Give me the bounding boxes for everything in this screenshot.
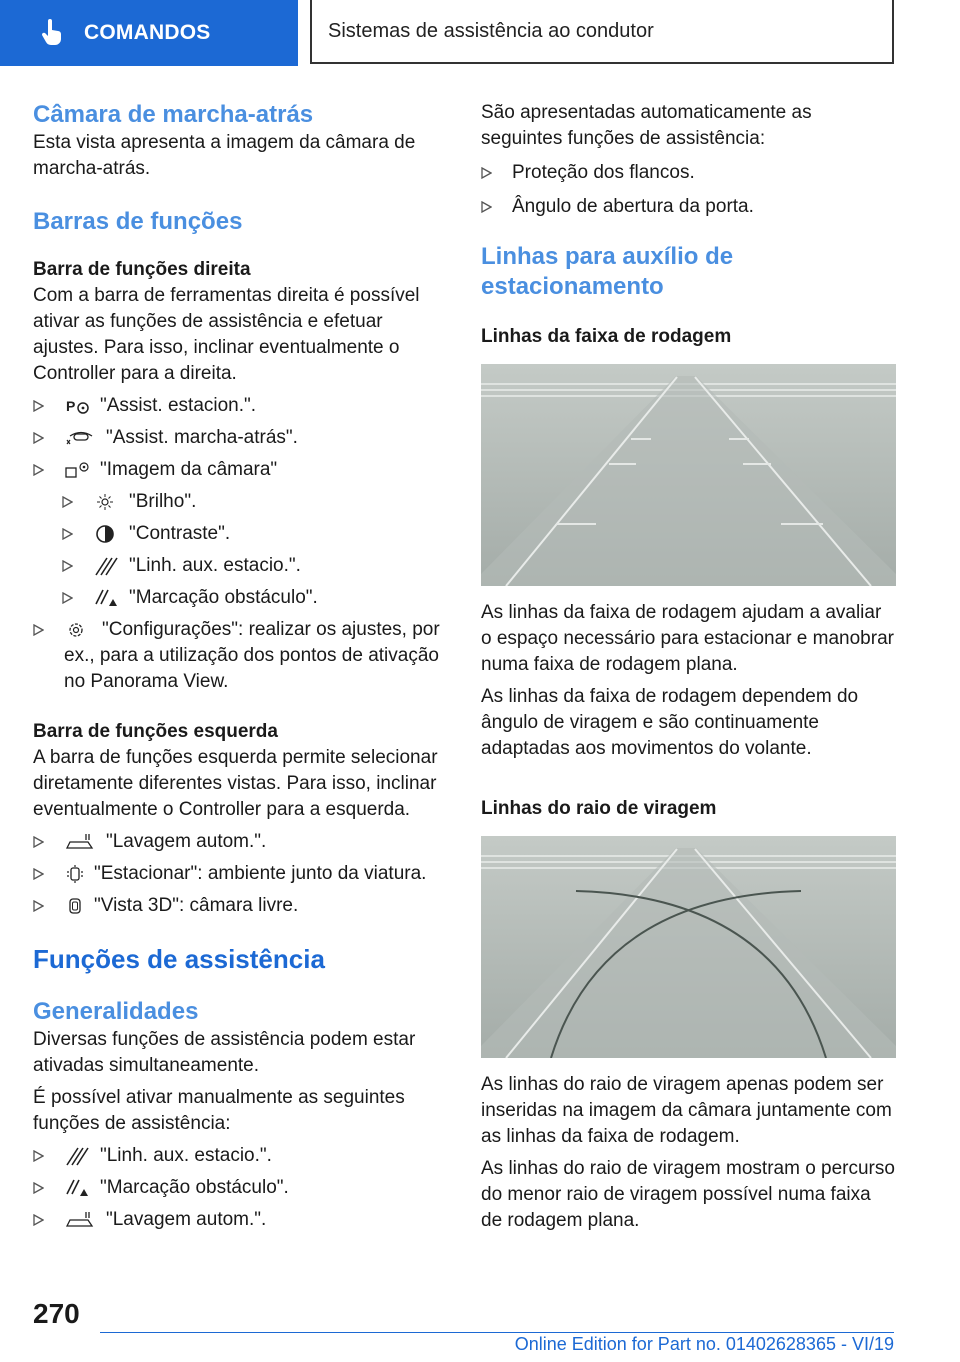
list-item [481, 160, 896, 186]
chapter-title: Sistemas de assistência ao condutor [328, 19, 654, 42]
bullet-triangle-icon [62, 560, 73, 572]
item-linh-aux: "Linh. aux. estacio.". [129, 555, 301, 576]
item-contraste: "Contraste". [129, 523, 231, 544]
bullet-triangle-icon [481, 167, 492, 179]
list-item [481, 194, 896, 220]
bullet-triangle-icon [33, 1150, 44, 1162]
bullet-triangle-icon [62, 592, 73, 604]
list-item [33, 617, 448, 695]
left-column [33, 100, 448, 1233]
section-tab [0, 0, 298, 66]
parking-lines-icon [64, 1146, 92, 1166]
list-item [62, 585, 448, 611]
contrast-icon [93, 524, 121, 544]
list-item [33, 829, 448, 855]
svg-text:P: P [66, 398, 76, 414]
parking-lines-icon [93, 556, 121, 576]
list-item [33, 393, 448, 419]
bullet-triangle-icon [33, 464, 44, 476]
obstacle-marking-icon [64, 1178, 92, 1198]
paragraph-intro: São apresentadas automaticamente as seguintes funções de assistência: [481, 102, 812, 149]
turning-radius-image [481, 836, 896, 1058]
item-vista-3d: "Vista 3D": câmara livre. [94, 895, 299, 916]
list-item [33, 893, 448, 919]
list-item [33, 425, 448, 451]
lane-lines-image [481, 364, 896, 586]
chapter-header [310, 0, 894, 64]
bullet-triangle-icon [33, 868, 44, 880]
paragraph-generalidades-2: É possível ativar manualmente as seguintes funções de assistência: [33, 1087, 405, 1134]
brightness-icon [93, 492, 121, 512]
item-angulo: Ângulo de abertura da porta. [512, 196, 754, 217]
list-item [33, 457, 448, 483]
item-imagem-camara: "Imagem da câmara" [100, 459, 278, 480]
item-protecao: Proteção dos flancos. [512, 162, 695, 183]
bullet-triangle-icon [62, 528, 73, 540]
bullet-triangle-icon [62, 496, 73, 508]
car-wash-icon [64, 1210, 98, 1230]
heading-barras: Barras de funções [33, 208, 243, 235]
bullet-triangle-icon [33, 432, 44, 444]
heading-barra-esquerda: Barra de funções esquerda [33, 721, 278, 742]
item-brilho: "Brilho". [129, 491, 197, 512]
bullet-triangle-icon [33, 1182, 44, 1194]
hand-pointer-icon [40, 19, 64, 47]
list-item [62, 489, 448, 515]
paragraph-raio-1: As linhas do raio de viragem apenas podem ser inseridas na imagem da câmara juntamente com as linhas da faixa de rodagem. [481, 1074, 892, 1147]
list-item [62, 521, 448, 547]
item-general-marcacao: "Marcação obstáculo". [100, 1177, 289, 1198]
paragraph-faixa-2: As linhas da faixa de rodagem dependem do ângulo de viragem e são continuamente adaptadas aos movimentos do volante. [481, 686, 859, 759]
car-wash-icon [64, 832, 98, 852]
section-label: COMANDOS [84, 21, 211, 44]
item-lavagem: "Lavagem autom.". [106, 831, 267, 852]
paragraph-raio-2: As linhas do raio de viragem mostram o percurso do menor raio de viragem possível numa faixa de rodagem plana. [481, 1158, 895, 1231]
item-assist-estacion: "Assist. estacion.". [100, 395, 257, 416]
list-item [62, 553, 448, 579]
paragraph-generalidades-1: Diversas funções de assistência podem estar ativadas simultaneamente. [33, 1029, 416, 1076]
item-general-lavagem: "Lavagem autom.". [106, 1209, 267, 1230]
right-column [481, 100, 896, 1234]
heading-linhas-faixa: Linhas da faixa de rodagem [481, 326, 732, 347]
page-number: 270 [33, 1298, 80, 1329]
paragraph-barra-esquerda: A barra de funções esquerda permite selecionar diretamente diferentes vistas. Para isso, inclinar eventualmente o Controller para a esquerda. [33, 747, 438, 820]
paragraph-camera: Esta vista apresenta a imagem da câmara de marcha-atrás. [33, 132, 416, 179]
footer-divider [100, 1332, 894, 1333]
park-view-icon [64, 864, 86, 884]
paragraph-faixa-1: As linhas da faixa de rodagem ajudam a avaliar o espaço necessário para estacionar e manobrar numa faixa de rodagem plana. [481, 602, 894, 675]
item-marcacao: "Marcação obstáculo". [129, 587, 318, 608]
heading-camera: Câmara de marcha-atrás [33, 101, 314, 128]
heading-raio-viragem: Linhas do raio de viragem [481, 798, 717, 819]
camera-image-icon [64, 460, 92, 480]
bullet-triangle-icon [33, 836, 44, 848]
footer-edition: Online Edition for Part no. 01402628365 - VI/19 [514, 1334, 894, 1354]
item-estacionar: "Estacionar": ambiente junto da viatura. [94, 863, 427, 884]
list-item [33, 1207, 448, 1233]
list-item [33, 1175, 448, 1201]
bullet-triangle-icon [33, 400, 44, 412]
bullet-triangle-icon [481, 201, 492, 213]
heading-generalidades: Generalidades [33, 998, 199, 1025]
list-item [33, 861, 448, 887]
park-assist-icon [64, 396, 92, 416]
bullet-triangle-icon [33, 1214, 44, 1226]
heading-linhas-auxilio: Linhas para auxílio de estacionamento [481, 243, 734, 300]
obstacle-marking-icon [93, 588, 121, 608]
item-assist-marcha-atras: "Assist. marcha-atrás". [106, 427, 298, 448]
item-general-linh: "Linh. aux. estacio.". [100, 1145, 272, 1166]
item-configuracoes: "Configurações": realizar os ajustes, por ex., para a utilização dos pontos de ativação no Panorama View. [64, 619, 440, 692]
heading-funcoes: Funções de assistência [33, 944, 325, 974]
view-3d-icon [64, 896, 86, 916]
list-item [33, 1143, 448, 1169]
reverse-assist-icon [64, 428, 98, 448]
bullet-triangle-icon [33, 624, 44, 636]
paragraph-barra-direita: Com a barra de ferramentas direita é possível ativar as funções de assistência e efetuar ajustes. Para isso, inclinar eventualmente o Controller para a direita. [33, 285, 420, 384]
heading-barra-direita: Barra de funções direita [33, 259, 251, 280]
settings-gear-icon [64, 620, 92, 640]
bullet-triangle-icon [33, 900, 44, 912]
